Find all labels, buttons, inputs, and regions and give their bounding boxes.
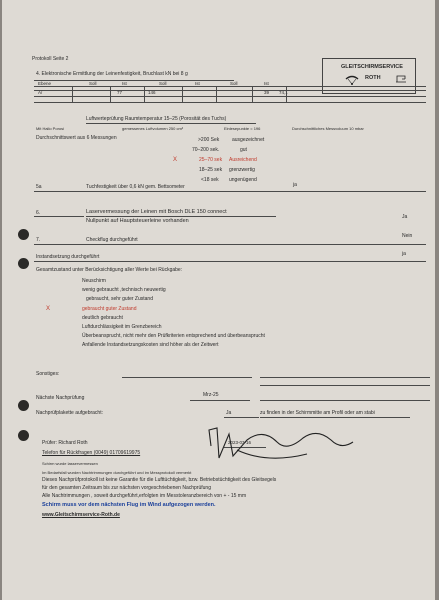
col-header-soll-1: Soll	[89, 81, 97, 86]
disclaimer-line-3: Alle Nachtrimmungen , soweit durchgeführt,erfolgten im Messtoleranzbereich von + - 15 mm	[42, 493, 247, 499]
porosity-rating-3: Ausreichend	[229, 157, 257, 163]
porosity-range-4: 18–25 sek	[199, 167, 223, 173]
plakette-note: zu finden in der Schirmmitte am Profil oder am stabi	[260, 410, 375, 416]
col-header-soll-2: Soll	[159, 81, 167, 86]
porosity-rating-4: grenzwertig	[229, 167, 255, 173]
section5a-title: Tuchfestigkeit über 0,6 kN gem. Bettsometer	[86, 184, 185, 190]
section5-right-label1: Einlesepunkte = 196	[224, 126, 261, 131]
website-link[interactable]: www.Gleitschirmservice-Roth.de	[42, 512, 120, 518]
naechste-value: Mrz-25	[203, 392, 219, 398]
disclaimer-line-1: Dieses Nachprüfprotokoll ist keine Garantie für die Lufttüchtigkeit, bzw. Betriebstüchtigkeit des Gleitsegels	[42, 477, 277, 483]
gesamtzustand-item-3: gebraucht, sehr guter Zustand	[86, 296, 153, 302]
porosity-range-5: <18 sek	[201, 177, 219, 183]
pruefer-date: 2023-03-16	[228, 440, 252, 445]
punch-hole-2	[18, 258, 29, 269]
porosity-rating-5: ungenügend	[229, 177, 257, 183]
gesamtzustand-x-mark: X	[46, 306, 51, 312]
row-value-3: 39	[264, 90, 270, 95]
plakette-label: Nachprüfplakette aufgebracht:	[36, 410, 103, 416]
section7-answer: Nein	[402, 233, 413, 239]
pruefer-note-2: Im Bedarfsfall wurden Nachtrimmungen durchgeführt und im Messprotokoll vermerkt	[42, 470, 192, 475]
punch-hole-3	[18, 400, 29, 411]
logo-brand-line1: GLEITSCHIRMSERVICE	[341, 64, 403, 70]
porosity-range-3: 25–70 sek	[199, 157, 223, 163]
section6-title: Laservermessung der Leinen mit Bosch DLE 150 connect	[86, 209, 227, 215]
col-header-ist-1: Ist	[122, 81, 127, 86]
page-number: Protokoll Seite 2	[32, 56, 69, 62]
sonstiges-label: Sonstiges:	[36, 371, 60, 377]
section5-left-label: Mit Hallo Porosi	[36, 126, 65, 131]
section5-mid-label: gemessenes Luftvolumen 250 cm³	[122, 126, 184, 131]
gesamtzustand-item-8: Anfallende Instandsetzungskosten sind höher als der Zeitwert	[82, 342, 219, 348]
section5a-answer: ja	[293, 182, 297, 188]
disclaimer-line-2: für den gesamten Zeitraum bis zur nächsten vorgeschriebenen Nachprüfung	[42, 485, 211, 491]
naechste-label: Nächste Nachprüfung	[36, 395, 85, 401]
gesamtzustand-item-4: gebraucht guter Zustand	[82, 306, 137, 312]
porosity-rating-1: ausgezeichnet	[232, 137, 265, 143]
protocol-page	[2, 0, 435, 600]
gesamtzustand-item-5: deutlich gebraucht	[82, 315, 123, 321]
section4-title: 4. Elektronische Ermittlung der Leinenfestigkeit, Bruchlast kN bei 8 g	[36, 71, 188, 77]
section6-subtitle: Nullpunkt auf Hauptsteuerleine vorhanden	[86, 218, 189, 224]
section7-title: Checkflug durchgeführt	[86, 237, 138, 243]
col-header-soll-3: Soll	[230, 81, 238, 86]
section5a-number: 5a	[36, 184, 42, 190]
gesamtzustand-item-7: Überbeansprucht, nicht mehr den Prüfkriterien entsprechend und überbeansprucht	[82, 333, 265, 339]
section5-right-label2: Durchschnittliches Messvoluum 10 mbar	[292, 126, 364, 131]
pruefer-note-1: Schirm wurde lasservermessen	[42, 461, 98, 466]
row-value-1: 77	[117, 90, 123, 95]
paraglider-logo-icon	[345, 75, 359, 85]
porosity-range-1: >200 Sek	[198, 137, 220, 143]
instandsetzung-label: Instandsetzung durchgeführt	[36, 254, 100, 260]
pruefer-telefon: Telefon für Rückfragen (0049) 01709619975	[42, 450, 141, 456]
logo-box	[322, 58, 416, 94]
section6-answer: Ja	[402, 214, 408, 220]
section7-number: 7.	[36, 237, 41, 243]
col-header-ebene: Ebene	[38, 81, 52, 86]
avg-label: Durchschnittswert aus 6 Messungen	[36, 135, 117, 141]
signature-icon	[207, 424, 357, 464]
gesamtzustand-title: Gesamtzustand unter Berücksichtigung aller Werte bei Rückgabe:	[36, 267, 183, 273]
punch-hole-4	[18, 430, 29, 441]
col-header-ist-2: Ist	[195, 81, 200, 86]
pruefer-label: Prüfer: Richard Roth	[42, 440, 88, 446]
sewing-machine-icon	[395, 74, 407, 83]
logo-brand-line2: ROTH	[365, 75, 381, 81]
row-value-2: 146	[148, 90, 156, 95]
porosity-range-2: 70–200 sek.	[192, 147, 220, 153]
row-value-4: 74,1	[279, 90, 288, 95]
row-label-a: A/	[38, 90, 43, 95]
section5-title: Luftwerteprüfung Raumtemperatur 15–25 (Porosität des Tuchs)	[86, 116, 227, 122]
instandsetzung-answer: ja	[402, 251, 406, 257]
disclaimer-bold: Schirm muss vor dem nächsten Flug im Wind aufgezogen werden.	[42, 502, 216, 508]
col-header-ist-3: Ist	[264, 81, 269, 86]
porosity-rating-2: gut	[240, 147, 247, 153]
plakette-value: Ja	[226, 410, 232, 416]
gesamtzustand-item-1: Neuschirm	[82, 278, 106, 284]
gesamtzustand-item-6: Luftdurchlässigkeit im Grenzbereich	[82, 324, 162, 330]
porosity-x-mark: X	[173, 157, 178, 163]
gesamtzustand-item-2: wenig gebraucht ,technisch neuwertig	[82, 287, 166, 293]
section6-number: 6.	[36, 210, 41, 216]
punch-hole-1	[18, 229, 29, 240]
